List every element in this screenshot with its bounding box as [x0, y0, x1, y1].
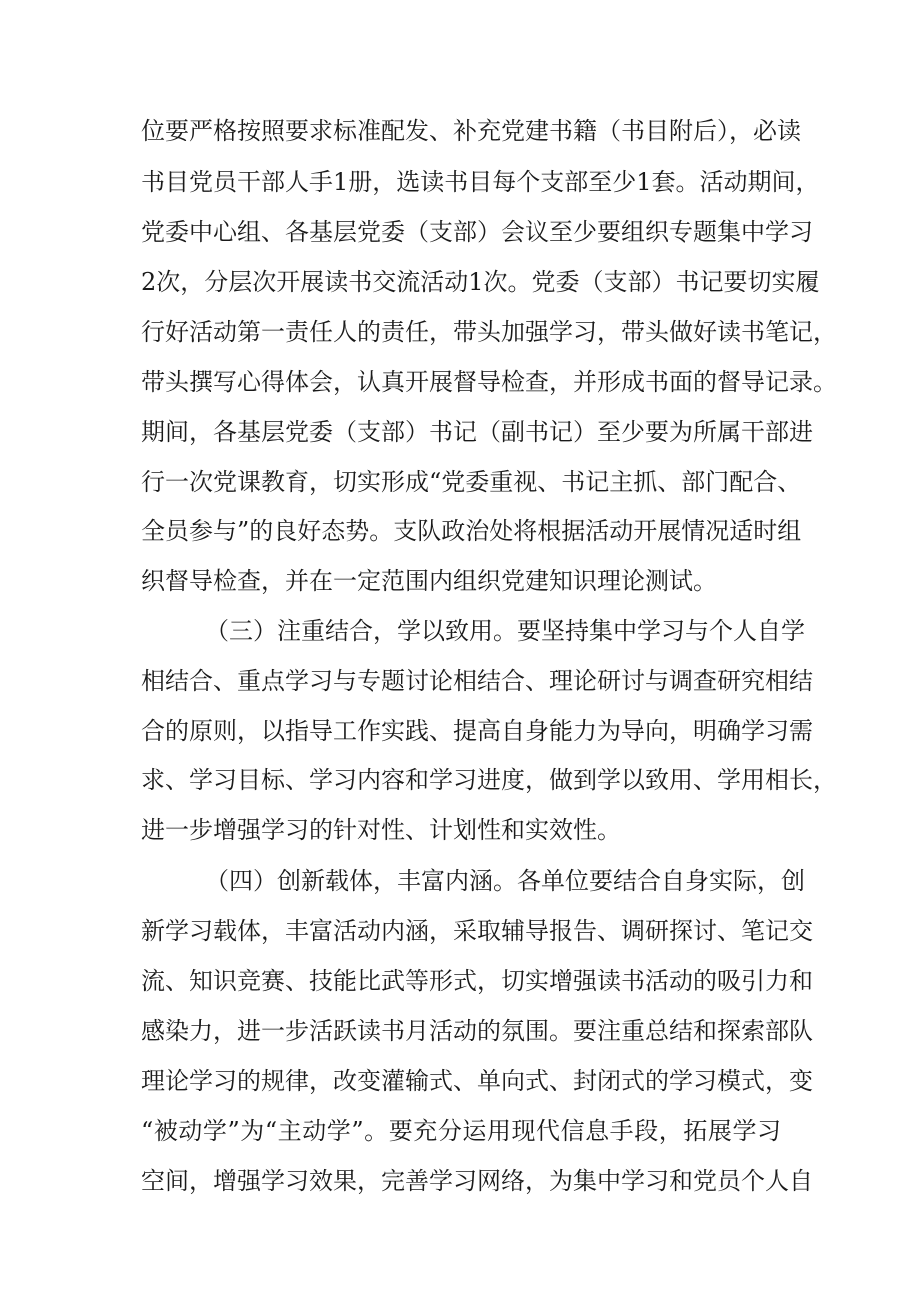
text-line: 合的原则，以指导工作实践、提高自身能力为导向，明确学习需	[141, 717, 813, 745]
text-line: 进一步增强学习的针对性、计划性和实效性。	[141, 816, 621, 844]
text-line: 理论学习的规律，改变灌输式、单向式、封闭式的学习模式，变	[141, 1067, 813, 1095]
text-line: 党委中心组、各基层党委（支部）会议至少要组织专题集中学习	[141, 218, 813, 246]
text-line: 位要严格按照要求标准配发、补充党建书籍（书目附后），必读	[141, 117, 801, 145]
text-line: 行一次党课教育，切实形成“党委重视、书记主抓、部门配合、	[141, 468, 802, 496]
text-line: 感染力，进一步活跃读书月活动的氛围。要注重总结和探索部队	[141, 1017, 813, 1045]
text-line: 求、学习目标、学习内容和学习进度，做到学以致用、学用相长，	[141, 766, 837, 794]
text-line: 相结合、重点学习与专题讨论相结合、理论研讨与调查研究相结	[141, 667, 813, 695]
text-line: 流、知识竞赛、技能比武等形式，切实增强读书活动的吸引力和	[141, 967, 813, 995]
text-line: 书目党员干部人手1册，选读书目每个支部至少1套。活动期间，	[141, 168, 820, 196]
text-line: 织督导检查，并在一定范围内组织党建知识理论测试。	[141, 567, 717, 595]
text-line: （三）注重结合，学以致用。要坚持集中学习与个人自学	[205, 617, 805, 645]
text-line: 带头撰写心得体会，认真开展督导检查，并形成书面的督导记录。	[141, 368, 837, 396]
text-line: “被动学”为“主动学”。要充分运用现代信息手段，拓展学习	[141, 1117, 781, 1145]
text-line: （四）创新载体，丰富内涵。各单位要结合自身实际，创	[205, 867, 805, 895]
text-line: 空间，增强学习效果，完善学习网络，为集中学习和党员个人自	[141, 1167, 813, 1195]
text-line: 新学习载体，丰富活动内涵，采取辅导报告、调研探讨、笔记交	[141, 917, 813, 945]
text-line: 期间，各基层党委（支部）书记（副书记）至少要为所属干部进	[141, 418, 813, 446]
text-line: 2次，分层次开展读书交流活动1次。党委（支部）书记要切实履	[141, 268, 820, 296]
text-line: 行好活动第一责任人的责任，带头加强学习，带头做好读书笔记，	[141, 318, 837, 346]
text-line: 全员参与”的良好态势。支队政治处将根据活动开展情况适时组	[141, 517, 802, 545]
